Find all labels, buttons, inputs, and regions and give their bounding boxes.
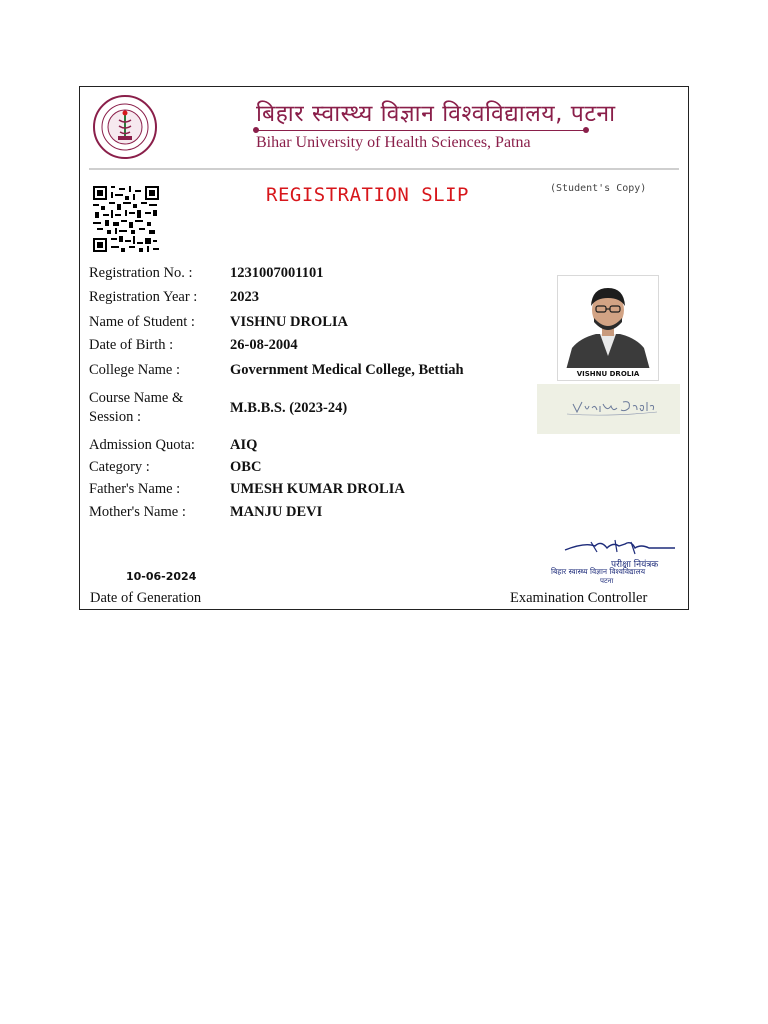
field-value-college-name: Government Medical College, Bettiah xyxy=(230,362,464,378)
photo-caption: VISHNU DROLIA xyxy=(558,368,658,380)
field-label-course-name: Course Name & xyxy=(89,390,184,406)
field-value-registration-no: 1231007001101 xyxy=(230,265,324,281)
student-photo xyxy=(557,275,659,381)
field-label-mother-name: Mother's Name : xyxy=(89,504,186,520)
slip-title: REGISTRATION SLIP xyxy=(266,184,469,206)
field-label-registration-year: Registration Year : xyxy=(89,289,198,305)
stamp-text-line1: परीक्षा नियंत्रक xyxy=(611,560,659,570)
stamp-text-line3: पटना xyxy=(600,577,614,585)
field-value-admission-quota: AIQ xyxy=(230,437,258,453)
field-label-session: Session : xyxy=(89,409,141,425)
field-label-college-name: College Name : xyxy=(89,362,181,378)
examination-controller-label: Examination Controller xyxy=(510,590,648,606)
student-signature xyxy=(537,384,680,434)
title-divider xyxy=(256,130,586,131)
university-title-english: Bihar University of Health Sciences, Patna xyxy=(256,134,531,151)
generation-date: 10-06-2024 xyxy=(126,570,197,583)
university-logo xyxy=(92,94,158,160)
copy-note: (Student's Copy) xyxy=(550,183,647,194)
field-label-student-name: Name of Student : xyxy=(89,314,195,330)
field-label-admission-quota: Admission Quota: xyxy=(89,437,195,453)
field-value-course-session: M.B.B.S. (2023-24) xyxy=(230,400,348,416)
field-value-mother-name: MANJU DEVI xyxy=(230,504,323,520)
header-rule xyxy=(89,168,679,170)
field-label-father-name: Father's Name : xyxy=(89,481,181,497)
title-divider-dot xyxy=(583,127,589,133)
field-value-date-of-birth: 26-08-2004 xyxy=(230,337,298,353)
field-label-registration-no: Registration No. : xyxy=(89,265,193,281)
university-title-hindi: बिहार स्वास्थ्य विज्ञान विश्वविद्यालय, पटना xyxy=(256,101,616,127)
title-divider-dot xyxy=(253,127,259,133)
field-value-category: OBC xyxy=(230,459,262,475)
field-value-father-name: UMESH KUMAR DROLIA xyxy=(230,481,405,497)
qr-code xyxy=(93,186,159,252)
stamp-text-line2: बिहार स्वास्थ्य विज्ञान विश्वविद्यालय xyxy=(551,567,646,576)
field-label-date-of-birth: Date of Birth : xyxy=(89,337,174,353)
generation-date-label: Date of Generation xyxy=(90,590,202,606)
field-value-registration-year: 2023 xyxy=(230,289,259,305)
field-value-student-name: VISHNU DROLIA xyxy=(230,314,349,330)
field-label-category: Category : xyxy=(89,459,150,475)
